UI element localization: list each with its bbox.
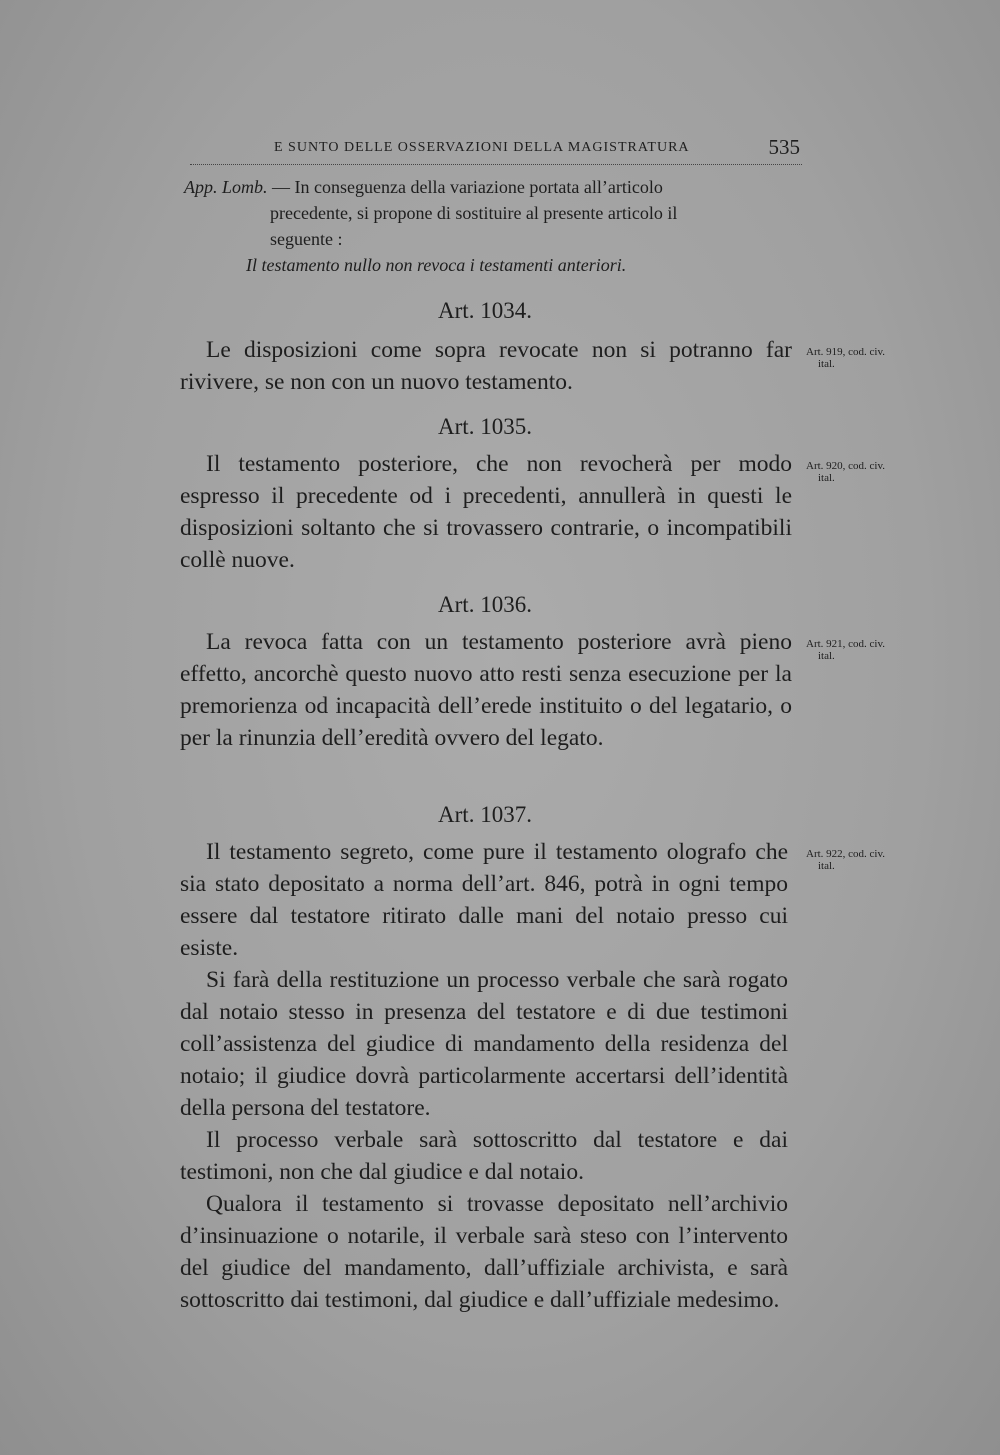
article-title: Art. 1034. <box>438 298 532 323</box>
article-title: Art. 1035. <box>438 414 532 439</box>
article-body <box>180 334 792 398</box>
article-paragraph: Qualora il testamento si trovasse depositato nell’archivio d’insinuazione o notarile, il verbale sarà steso con l’intervento del giudice del mandamento, dall’uffiziale archivista, e sarà sottoscritto dai testimoni, dal giudice e dall’uffiziale medesimo. <box>180 1191 788 1313</box>
editorial-note <box>184 174 806 278</box>
note-line-1-text: — In conseguenza della variazione portata all’articolo <box>272 177 663 197</box>
article-body <box>180 448 792 576</box>
note-line-3: seguente : <box>270 229 343 249</box>
margin-reference-line: ital. <box>818 472 835 484</box>
article-paragraph: Il processo verbale sarà sottoscritto dal testatore e dai testimoni, non che dal giudice e dal notaio. <box>180 1127 788 1185</box>
margin-reference-line: Art. 921, cod. civ. <box>806 638 886 650</box>
margin-reference-line: Art. 922, cod. civ. <box>806 848 886 860</box>
note-quote: Il testamento nullo non revoca i testamenti anteriori. <box>246 255 627 275</box>
article-paragraph: Il testamento posteriore, che non revocherà per modo espresso il precedente od i precedenti, annullerà in questi le disposizioni soltanto che si trovassero contrarie, o incompatibili collè nuove. <box>180 451 792 573</box>
article-paragraph: La revoca fatta con un testamento posteriore avrà pieno effetto, ancorchè questo nuovo atto resti senza esecuzione per la premorienza od incapacità dell’erede instituito o del legatario, o per la rinunzia dell’eredità ovvero del legato. <box>180 629 792 751</box>
margin-reference-line: ital. <box>818 650 835 662</box>
header-title: E SUNTO DELLE OSSERVAZIONI DELLA MAGISTRATURA <box>274 140 690 155</box>
page-number: 535 <box>768 135 800 159</box>
article-title: Art. 1036. <box>438 592 532 617</box>
running-header <box>190 134 802 165</box>
margin-reference-line: Art. 919, cod. civ. <box>806 346 886 358</box>
margin-reference <box>806 460 926 484</box>
article-paragraph: Le disposizioni come sopra revocate non si potranno far rivivere, se non con un nuovo testamento. <box>180 337 792 395</box>
article-paragraph: Si farà della restituzione un processo verbale che sarà rogato dal notaio stesso in presenza del testatore e di due testimoni coll’assistenza del giudice di mandamento della residenza del notaio; il giudice dovrà particolarmente accertarsi dell’identità della persona del testatore. <box>180 967 788 1121</box>
article-paragraph: Il testamento segreto, come pure il testamento olografo che sia stato depositato a norma dell’art. 846, potrà in ogni tempo essere dal testatore ritirato dalle mani del notaio presso cui esiste. <box>180 839 788 961</box>
margin-reference <box>806 638 926 662</box>
note-line-2: precedente, si propone di sostituire al presente articolo il <box>270 203 678 223</box>
article-title: Art. 1037. <box>438 802 532 827</box>
margin-reference-line: ital. <box>818 860 835 872</box>
note-line-1 <box>184 174 806 200</box>
article-body <box>180 836 788 1316</box>
note-source: App. Lomb. <box>184 177 268 197</box>
article-body <box>180 626 792 754</box>
margin-reference <box>806 346 926 370</box>
margin-reference-line: Art. 920, cod. civ. <box>806 460 886 472</box>
margin-reference-line: ital. <box>818 358 835 370</box>
margin-reference <box>806 848 926 872</box>
